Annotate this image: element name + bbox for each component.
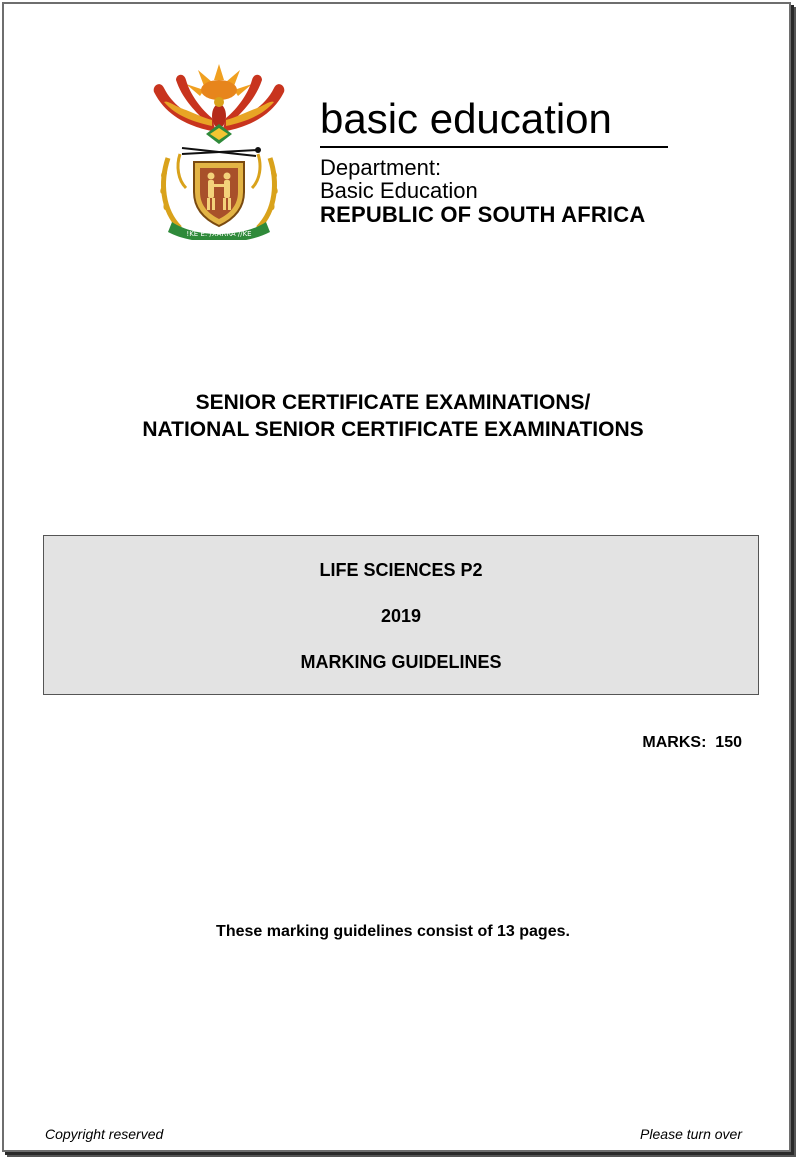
subject-box (43, 535, 759, 695)
total-marks: MARKS: 150 (642, 734, 742, 751)
coat-of-arms-icon (146, 62, 292, 240)
crest-motto: !KE E: /XARRA //KE (186, 230, 252, 238)
page-count-note: These marking guidelines consist of 13 pages. (216, 923, 570, 940)
exam-year: 2019 (380, 606, 422, 626)
document-type: MARKING GUIDELINES (300, 652, 502, 672)
exam-heading (0, 389, 786, 443)
exam-heading-line1: SENIOR CERTIFICATE EXAMINATIONS/ (195, 391, 591, 414)
department-name: Basic Education (320, 178, 478, 203)
country-name: REPUBLIC OF SOUTH AFRICA (320, 202, 646, 227)
department-label: Department: (320, 155, 442, 180)
footer-turn-over: Please turn over (640, 1126, 742, 1142)
brand-divider (320, 146, 668, 148)
brand-title: basic education (320, 95, 612, 142)
subject-title: LIFE SCIENCES P2 (319, 560, 483, 580)
footer-copyright: Copyright reserved (45, 1126, 164, 1142)
exam-heading-line2: NATIONAL SENIOR CERTIFICATE EXAMINATIONS (142, 418, 644, 441)
